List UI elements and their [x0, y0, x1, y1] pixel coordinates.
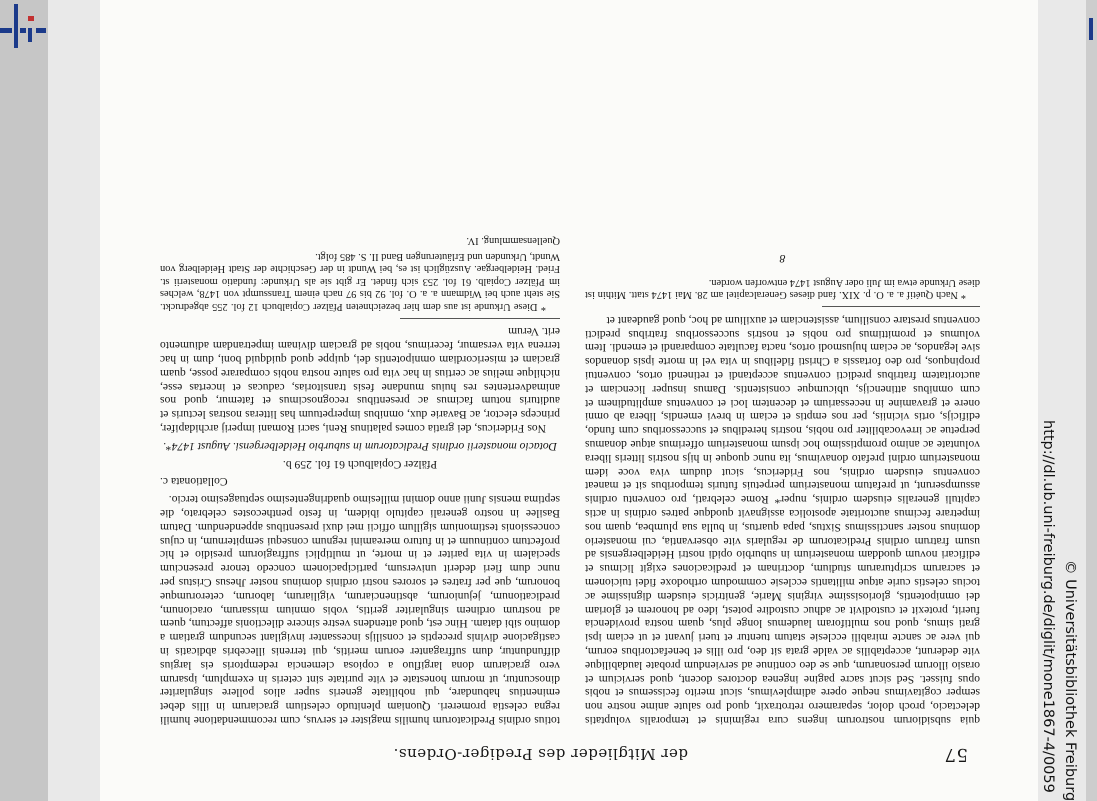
- text-column-left: [585, 37, 980, 727]
- text-column-right: [160, 37, 560, 727]
- copyright-caption: [1060, 560, 1080, 800]
- letter-text: totius ordinis Predicatorum humilis magister et servus, cum recommendatione humili regna celestia promereri. Quoniam plenitudo celestium graciarum in illis debet eminentius habundare, qui nobilitate generis super alios pollere singulariter dinoscuntur, ut morum honestate et vite puritate sint ceteris in exemplum, ipsarum vero graciarum dona largifluo a copiosa clemencia redemptoris eis largius diffunduntur, dum suffraganter eorum meritis, qui terrenis illecebris abdicatis in castigacione divinis preceptis et consilijs incessanter invigilant secundum gratiam a domino sibi datam. Hinc est, quod attendens vestre sincere dilectionis affectum, quem ad nostrum ordinem singulariter geritis, vobis omnium missarum, oracionum, predicationum, jejuniorum, abstinenciarum, vigiliarum, laborum, ceterorumque bonorum, que per fratres et sorores nostri ordinis dominus noster Jhesus Cristus per nunc dum fieri dederit universum, participacionem concedo tenore presencium specialem in vita pariter et in morte, ut multiplici suffragiorum presidio et hic profectum continuum et in futuro mereamini regnum consequi sempiternum, in cujus concessionis testimonium sigillum officii mei duxi presentibus appendendum. Datum Basilee in nostro generali capitulo ibidem, in festo penthecostes celebrato, die septima mensis Junii anno domini millesimo quadringentesimo septuagesimo tercio.: [160, 493, 560, 727]
- footnote-rule-right: [400, 318, 560, 319]
- viewer-right-strip: [1086, 0, 1097, 801]
- document-title: Dotacio monasterii ordinis Predicatorum in suburbio Heidelbergensi. August 1474*.: [163, 439, 557, 453]
- left-column-text: quia subsidiorum nostrorum ingens cura regiminis et temporalis voluptatis delectacio, proch dolor, separamero retrotraxit, quod pro salute anime nostre non semper cogitavimus neque opere adimplevimus, sicut merito fecissemus et nobis opus fuisset. Sed sicut sacre pagine ingenea doctores docent, quod servicium et orasio illorum personarum, que se deo continue ad serviendum probate laudabilique vite dederunt, acceptabilis ac valde grata sit deo, pro illis et benefactoribus eorum, qui vere ac sancte mirabili ecclesie statum tuentur et tueri juvant et ut eciam ipsi grati simus, quod nos multiforam laudemus longe plus, quam nostra providencia fuerit, protexit et custodivit ac adhuc custodire potest, ideo ad honorem et gloriam dei omnipotentis, gloriosissime virginis Marie, genitricis eiusdem dignissime ac tocius celestis curie atque militantis ecclesie commodum orthodoxe fidei tuicionem et sacrarum scripturarum studium, doctrinam et predicaciones exigit licimus et edificari novum quoddam monasterium in suburbio opidi nostri Heidelbergensis ad usum fratrum ordinis Predicatorum de regularis vite observantia, cui monasterio dominus noster sanctissimus Sixtus, papa quartus, in bulla sua plumbea, quam nos impetrare fecimus auctoritate apostolica assignavit quodque patres ordinis in actis capituli generalis eiusdem ordinis, nuper* Rome celebrati, pro conventu ordinis assumpserunt, ut prefatum monasterium perpetuis futuris temporibus sit et maneat conventus eiusdem ordinis, nos Fridericus, sicut dudum viva voce idem monasterium ordini prefato donavimus, ita nunc quoque in hijs nostris litteris libera voluntate ac animo promptissimo hoc ipsum monasterium offerimus atque donamus perpetue ac irrevocabiliter pro nobis, nostris heredibus et successoribus cum fundo, edificijs, ortis viciniis, per nos emptis et eciam in brevi emendis, libera ab omni onere et gravamine in necessarium et decentem loci et conventus amplitudinem et cum omnibus attinencijs, ubicumque consistentis. Damus insuper licenciam et auctoritatem fratribus predicti conventus acceptandi et retinendi ortos, conventui propinquos, pro deo fortassis a Christi fidelibus in vita vel in morte ipsis donandos sive legandos, ac eciam hujusmodi ortos, nacta facultate comparandi et emendi. Item volumus et promittimus pro nobis et nostris successoribus fratribus predicti conventus prestare consilium, assistenciam et auxilium ad hoc, quod gaudeant et: [585, 313, 980, 727]
- running-head-row: [128, 741, 968, 765]
- right-footnote: * Diese Urkunde ist aus dem hier bezeichneten Pfälzer Copialbuch 12 fol. 255 abgedruckt. Sie steht auch bei Widmann a. a. O. fol. 92 bis 97 nach einem Transsumpt von 1478, welches im Pfälzer Copialb. 61 fol. 253 sich findet. Er gibt sie als Urkunde: fundatio monasterii st. Fried. Heidelbergae. Auszüglich ist es, bei Wundt in der Geschichte der Stadt Heidelberg von Wundt, Urkunden und Erläuterungen Band II. S. 485 folgt.: [160, 251, 560, 312]
- bottom-signature: Quellensammlung. IV.: [466, 234, 560, 246]
- scanned-page: [100, 0, 1038, 801]
- left-footnote: * Nach Quétif a. a. O. p. XIX. fand dieses Generalcapitel am 28. Mai 1474 statt. Mithin ist diese Urkunde etwa im Juli oder August 1474 entworfen worden.: [585, 276, 980, 301]
- page-number: 57: [944, 744, 968, 765]
- scroll-marker-icon[interactable]: [1088, 18, 1094, 40]
- page-rotated-content: [100, 0, 1038, 801]
- footnote-rule: [822, 306, 980, 307]
- running-head: der Mitglieder des Prediger-Ordens.: [393, 745, 688, 763]
- source-reference: Pfälzer Copialbuch 61 fol. 259 b.: [282, 457, 438, 471]
- collation-note: Collationata c.: [160, 475, 228, 489]
- url-text: http://dl.ub.uni-freiburg.de/diglit/mone1867-4/0059: [1040, 420, 1056, 793]
- library-logo-icon: [0, 0, 48, 60]
- viewer-left-strip: [0, 0, 48, 801]
- bottom-folio: 8: [779, 252, 786, 266]
- charter-text: Nos Fridericus, dei gratia comes palatinus Reni, sacri Romani imperij archidapifer, princeps elector, ac Bavarie dux, omnibus imperpetuum has litteras nostras lecturis et audituris notum facimus ac presentibus recognoscimus et fatemur, quod nos animadvertentes res huius mundane fesis transitorias, caducas et incertas esse, nichilque melius ac certius in hac vita pro salute nostra nobis comparare posse, quam graciam et misericordiam omnipotentis dei, quippe quod quidquid boni, dum in hac terrena vita versamur, fecerimus, nobis ad graciam divinam impetrandam adiumento erit. Verum: [160, 325, 560, 436]
- url-caption[interactable]: [1038, 420, 1058, 800]
- copyright-text: © Universitätsbibliothek Freiburg: [1062, 560, 1078, 801]
